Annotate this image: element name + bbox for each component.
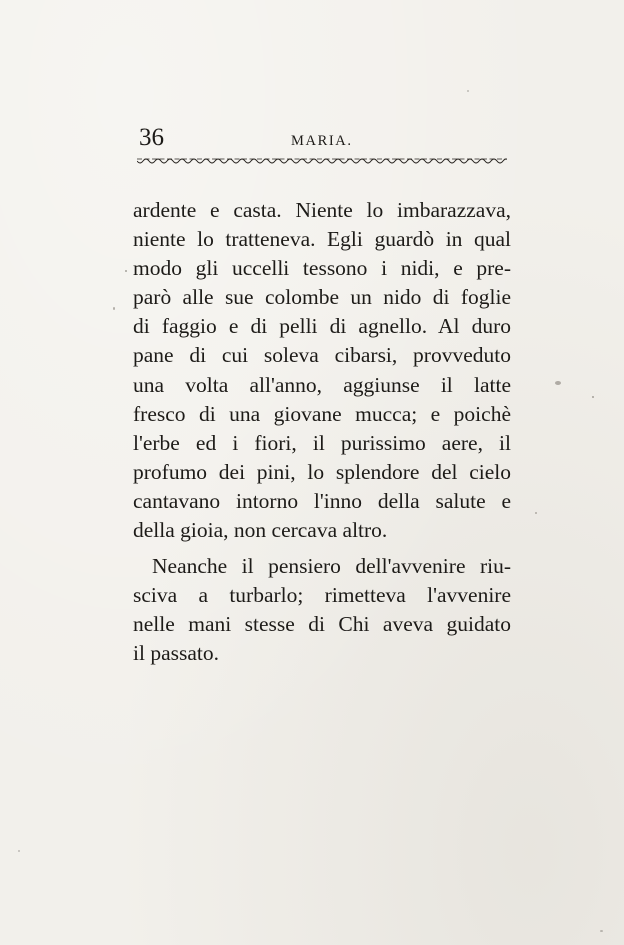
text-line: Neanche il pensiero dell'avvenire riu- <box>152 554 511 579</box>
text-line: niente lo tratteneva. Egli guardò in qual <box>133 227 511 252</box>
text-line: nelle mani stesse di Chi aveva guidato <box>133 612 511 637</box>
text-line: parò alle sue colombe un nido di foglie <box>133 285 511 310</box>
text-line: sciva a turbarlo; rimetteva l'avvenire <box>133 583 511 608</box>
paragraph-2 <box>133 552 511 668</box>
paragraph-1 <box>133 196 511 545</box>
text-line: della gioia, non cercava altro. <box>133 518 388 543</box>
text-line: il passato. <box>133 641 219 666</box>
text-line: profumo dei pini, lo splendore del cielo <box>133 459 511 484</box>
text-line: l'erbe ed i fiori, il purissimo aere, il <box>133 430 511 455</box>
text-line: una volta all'anno, aggiunse il latte <box>133 372 511 397</box>
page-header <box>139 124 509 154</box>
text-line: pane di cui soleva cibarsi, provveduto <box>133 343 511 368</box>
paper-speck <box>125 270 127 272</box>
paper-speck <box>535 512 537 514</box>
text-line: modo gli uccelli tessono i nidi, e pre- <box>133 256 511 281</box>
paper-speck <box>555 381 561 385</box>
paper-speck <box>113 307 115 310</box>
paper-speck <box>600 930 603 932</box>
page-number: 36 <box>139 124 164 151</box>
text-line: fresco di una giovane mucca; e poichè <box>133 401 511 426</box>
paragraph-gap <box>133 545 511 552</box>
paper-speck <box>467 90 469 92</box>
text-line: ardente e casta. Niente lo imbarazzava, <box>133 198 511 222</box>
paper-speck <box>18 850 20 852</box>
decorative-rule <box>137 157 507 167</box>
text-line: di faggio e di pelli di agnello. Al duro <box>133 314 511 339</box>
paper-speck <box>592 396 594 398</box>
body-text <box>133 196 511 669</box>
running-title: MARIA. <box>291 133 353 149</box>
text-line: cantavano intorno l'inno della salute e <box>133 488 511 513</box>
